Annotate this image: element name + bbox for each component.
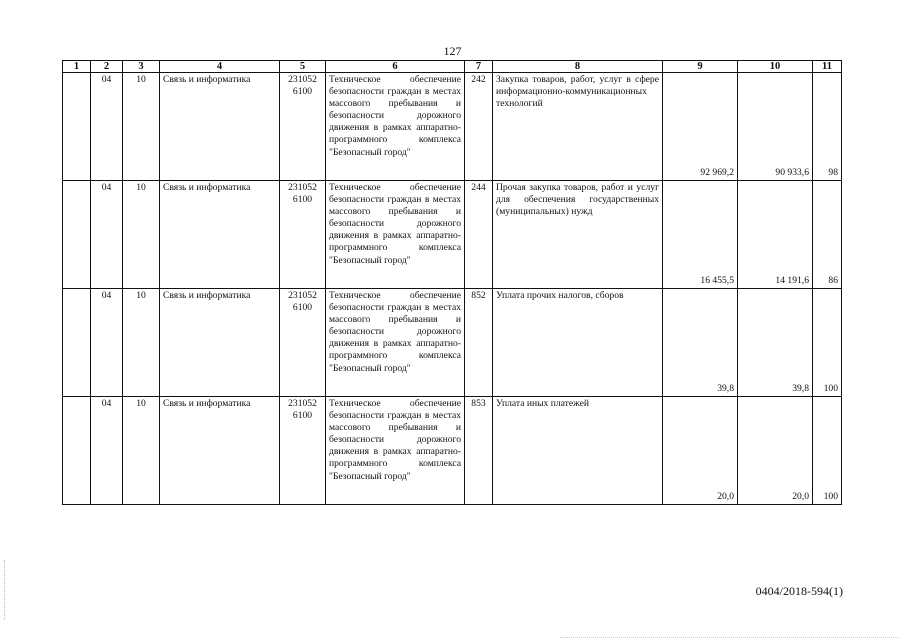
cell-section-name: Связь и информатика: [160, 73, 280, 181]
page-number: 127: [443, 44, 462, 58]
cell-planned: 16 455,5: [663, 181, 738, 289]
cell-actual: 90 933,6: [738, 73, 813, 181]
cell-expense-name: Уплата иных платежей: [493, 397, 663, 505]
cell-target-code: 231052 6100: [280, 73, 326, 181]
table-row: [63, 397, 842, 505]
cell-expense-code: 244: [465, 181, 493, 289]
cell-target-code: 231052 6100: [280, 289, 326, 397]
cell-section-name: Связь и информатика: [160, 397, 280, 505]
cell-actual: 20,0: [738, 397, 813, 505]
cell-percent: 100: [813, 397, 842, 505]
table-row: [63, 73, 842, 181]
col-header-8: 8: [493, 61, 663, 73]
cell-col1: [63, 397, 91, 505]
cell-subsection: 10: [123, 397, 160, 505]
document-code: 0404/2018-594(1): [755, 584, 843, 598]
col-header-10: 10: [738, 61, 813, 73]
scan-artifact-left: [4, 560, 6, 620]
header-row: [63, 61, 842, 73]
cell-target-name: Техническое обеспечение безопасности граждан в местах массового пребывания и безопасности дорожного движения в рамках аппаратно-программного комплекса "Безопасный город": [326, 73, 465, 181]
cell-expense-name: Прочая закупка товаров, работ и услуг для обеспечения государственных (муниципальных) нужд: [493, 181, 663, 289]
cell-target-name: Техническое обеспечение безопасности граждан в местах массового пребывания и безопасности дорожного движения в рамках аппаратно-программного комплекса "Безопасный город": [326, 397, 465, 505]
table-row: [63, 289, 842, 397]
cell-target-code: 231052 6100: [280, 397, 326, 505]
cell-target-code: 231052 6100: [280, 181, 326, 289]
cell-section: 04: [91, 73, 123, 181]
scan-artifact-bottom: [560, 635, 900, 638]
cell-subsection: 10: [123, 289, 160, 397]
cell-target-name: Техническое обеспечение безопасности граждан в местах массового пребывания и безопасности дорожного движения в рамках аппаратно-программного комплекса "Безопасный город": [326, 289, 465, 397]
col-header-2: 2: [91, 61, 123, 73]
cell-col1: [63, 73, 91, 181]
cell-planned: 92 969,2: [663, 73, 738, 181]
cell-actual: 39,8: [738, 289, 813, 397]
cell-section: 04: [91, 397, 123, 505]
cell-expense-code: 852: [465, 289, 493, 397]
col-header-7: 7: [465, 61, 493, 73]
col-header-9: 9: [663, 61, 738, 73]
cell-expense-code: 242: [465, 73, 493, 181]
cell-subsection: 10: [123, 73, 160, 181]
col-header-3: 3: [123, 61, 160, 73]
budget-table: [62, 60, 842, 505]
col-header-6: 6: [326, 61, 465, 73]
cell-planned: 39,8: [663, 289, 738, 397]
cell-target-name: Техническое обеспечение безопасности граждан в местах массового пребывания и безопасности дорожного движения в рамках аппаратно-программного комплекса "Безопасный город": [326, 181, 465, 289]
cell-subsection: 10: [123, 181, 160, 289]
cell-col1: [63, 181, 91, 289]
cell-expense-name: Закупка товаров, работ, услуг в сфере информационно-коммуникационных технологий: [493, 73, 663, 181]
cell-percent: 98: [813, 73, 842, 181]
col-header-4: 4: [160, 61, 280, 73]
cell-expense-code: 853: [465, 397, 493, 505]
cell-section: 04: [91, 181, 123, 289]
cell-percent: 86: [813, 181, 842, 289]
cell-expense-name: Уплата прочих налогов, сборов: [493, 289, 663, 397]
cell-planned: 20,0: [663, 397, 738, 505]
cell-percent: 100: [813, 289, 842, 397]
col-header-1: 1: [63, 61, 91, 73]
col-header-11: 11: [813, 61, 842, 73]
col-header-5: 5: [280, 61, 326, 73]
cell-section-name: Связь и информатика: [160, 181, 280, 289]
cell-actual: 14 191,6: [738, 181, 813, 289]
table-row: [63, 181, 842, 289]
cell-section-name: Связь и информатика: [160, 289, 280, 397]
cell-section: 04: [91, 289, 123, 397]
cell-col1: [63, 289, 91, 397]
